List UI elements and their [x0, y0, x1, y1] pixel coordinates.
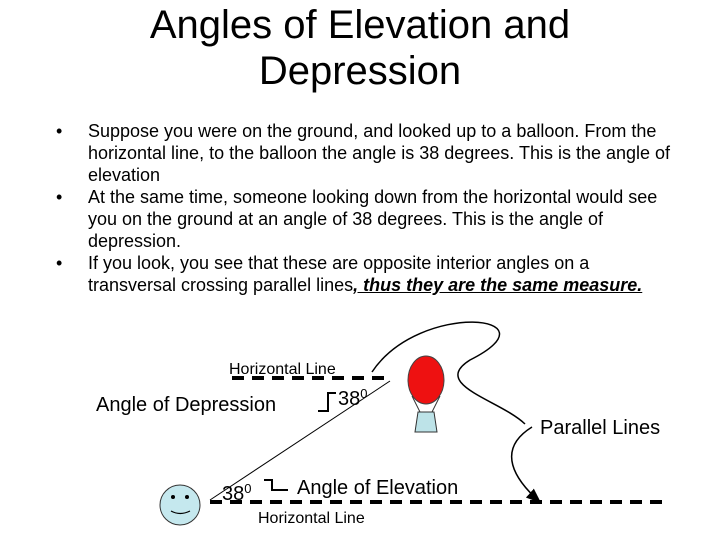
depression-label: Angle of Depression: [96, 394, 277, 416]
bullet-text: If you look, you see that these are opposite interior angles on a transversal crossing parallel lines: [88, 253, 590, 295]
title-line-1: Angles of Elevation and: [149, 3, 571, 47]
bullet-text: Suppose you were on the ground, and looked up to a balloon. From the horizontal line, to the balloon the angle is 38 degrees. This is the angle of elevation: [88, 121, 671, 185]
angle-bottom-value: $38^0$: [222, 481, 252, 505]
bullet-emphasis: , thus they are the same measure.: [353, 275, 643, 295]
bottom-horizontal-label: Horizontal Line: [258, 510, 365, 527]
bottom-curve-arrow: [512, 427, 540, 502]
depression-bracket: [318, 393, 336, 411]
angle-top-value: $38^0$: [338, 386, 368, 410]
title-line-2: Depression: [258, 49, 462, 93]
bullet-marker: •: [56, 253, 63, 273]
balloon-icon: [408, 356, 444, 432]
top-horizontal-label: Horizontal Line: [229, 361, 336, 378]
bullet-text: At the same time, someone looking down from the horizontal would see you on the ground at an angle of 38 degrees. This is the angle of depression.: [88, 187, 658, 251]
elevation-label: Angle of Elevation: [297, 477, 459, 499]
person-face-icon: [160, 485, 200, 525]
bullet-marker: •: [56, 187, 63, 207]
top-curve-arrow: [372, 322, 525, 424]
parallel-lines-label: Parallel Lines: [540, 417, 661, 439]
bullet-marker: •: [56, 121, 63, 141]
elevation-bracket: [264, 480, 288, 490]
